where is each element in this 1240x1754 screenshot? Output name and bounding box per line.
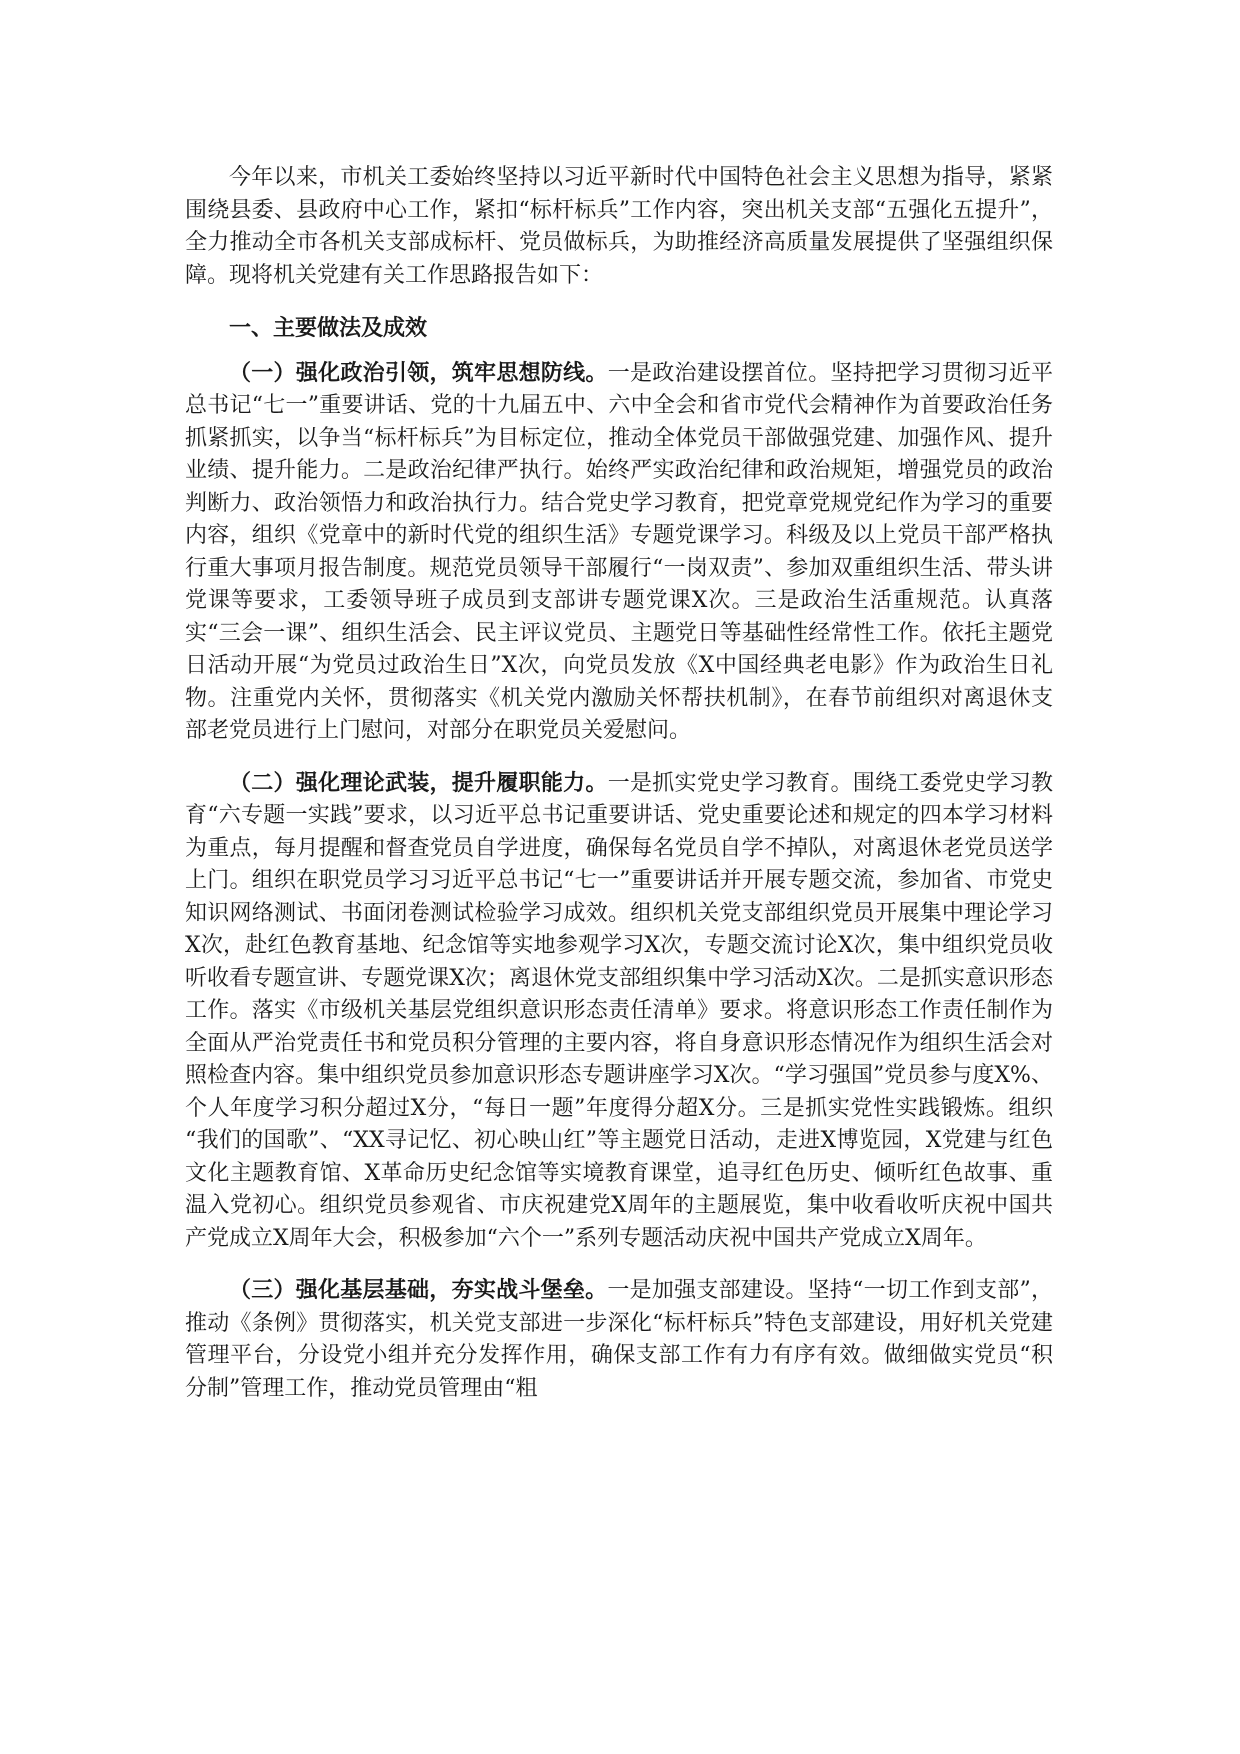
document-page bbox=[185, 162, 1053, 1424]
subsection-lead: （三）强化基层基础，夯实战斗堡垒。 bbox=[229, 1277, 608, 1303]
subsection-body: 一是抓实党史学习教育。围绕工委党史学习教育“六专题一实践”要求，以习近平总书记重要讲话、党史重要论述和规定的四本学习材料为重点，每月提醒和督查党员自学进度，确保每名党员自学不掉队，对离退休老党员送学上门。组织在职党员学习习近平总书记“七一”重要讲话并开展专题交流，参加省、市党史知识网络测试、书面闭卷测试检验学习成效。组织机关党支部组织党员开展集中理论学习X次，赴红色教育基地、纪念馆等实地参观学习X次，专题交流讨论X次，集中组织党员收听收看专题宣讲、专题党课X次；离退休党支部组织集中学习活动X次。二是抓实意识形态工作。落实《市级机关基层党组织意识形态责任清单》要求。将意识形态工作责任制作为全面从严治党责任书和党员积分管理的主要内容，将自身意识形态情况作为组织生活会对照检查内容。集中组织党员参加意识形态专题讲座学习X次。“学习强国”党员参与度X%、个人年度学习积分超过X分，“每日一题”年度得分超X分。三是抓实党性实践锻炼。组织 “我们的国歌”、“XX寻记忆、初心映山红”等主题党日活动，走进X博览园，X党建与红色文化主题教育馆、X革命历史纪念馆等实境教育课堂，追寻红色历史、倾听红色故事、重温入党初心。组织党员参观省、市庆祝建党X周年的主题展览，集中收看收听庆祝中国共产党成立X周年大会，积极参加“六个一”系列专题活动庆祝中国共产党成立X周年。 bbox=[185, 770, 1053, 1251]
subsection-theory-study bbox=[185, 767, 1053, 1256]
subsection-lead: （二）强化理论武装，提升履职能力。 bbox=[229, 769, 608, 796]
section-heading-main-practices: 一、主要做法及成效 bbox=[229, 315, 428, 341]
intro-paragraph: 今年以来，市机关工委始终坚持以习近平新时代中国特色社会主义思想为指导，紧紧围绕县委、县政府中心工作，紧扣“标杆标兵”工作内容，突出机关支部“五强化五提升”，全力推动全市各机关支部成标杆、党员做标兵，为助推经济高质量发展提供了坚强组织保障。现将机关党建有关工作思路报告如下： bbox=[185, 165, 1053, 288]
subsection-political-guidance bbox=[185, 357, 1053, 748]
subsection-body: 一是政治建设摆首位。坚持把学习贯彻习近平总书记“七一”重要讲话、党的十九届五中、六中全会和省市党代会精神作为首要政治任务抓紧抓实，以争当“标杆标兵”为目标定位，推动全体党员干部做强党建、加强作风、提升业绩、提升能力。二是政治纪律严执行。始终严实政治纪律和政治规矩，增强党员的政治判断力、政治领悟力和政治执行力。结合党史学习教育，把党章党规党纪作为学习的重要内容，组织《党章中的新时代党的组织生活》专题党课学习。科级及以上党员干部严格执行重大事项月报告制度。规范党员领导干部履行“一岗双责”、参加双重组织生活、带头讲党课等要求，工委领导班子成员到支部讲专题党课X次。三是政治生活重规范。认真落实“三会一课”、组织生活会、民主评议党员、主题党日等基础性经常性工作。依托主题党日活动开展“为党员过政治生日”X次，向党员发放《X中国经典老电影》作为政治生日礼物。注重党内关怀，贯彻落实《机关党内激励关怀帮扶机制》，在春节前组织对离退休支部老党员进行上门慰问，对部分在职党员关爱慰问。 bbox=[185, 360, 1053, 743]
subsection-body: 一是加强支部建设。坚持“一切工作到支部”，推动《条例》贯彻落实，机关党支部进一步深化“标杆标兵”特色支部建设，用好机关党建管理平台，分设党小组并充分发挥作用，确保支部工作有力有序有效。做细做实党员“积分制”管理工作，推动党员管理由“粗 bbox=[185, 1278, 1053, 1401]
subsection-grassroots-foundation bbox=[185, 1274, 1053, 1405]
subsection-lead: （一）强化政治引领，筑牢思想防线。 bbox=[229, 359, 608, 386]
